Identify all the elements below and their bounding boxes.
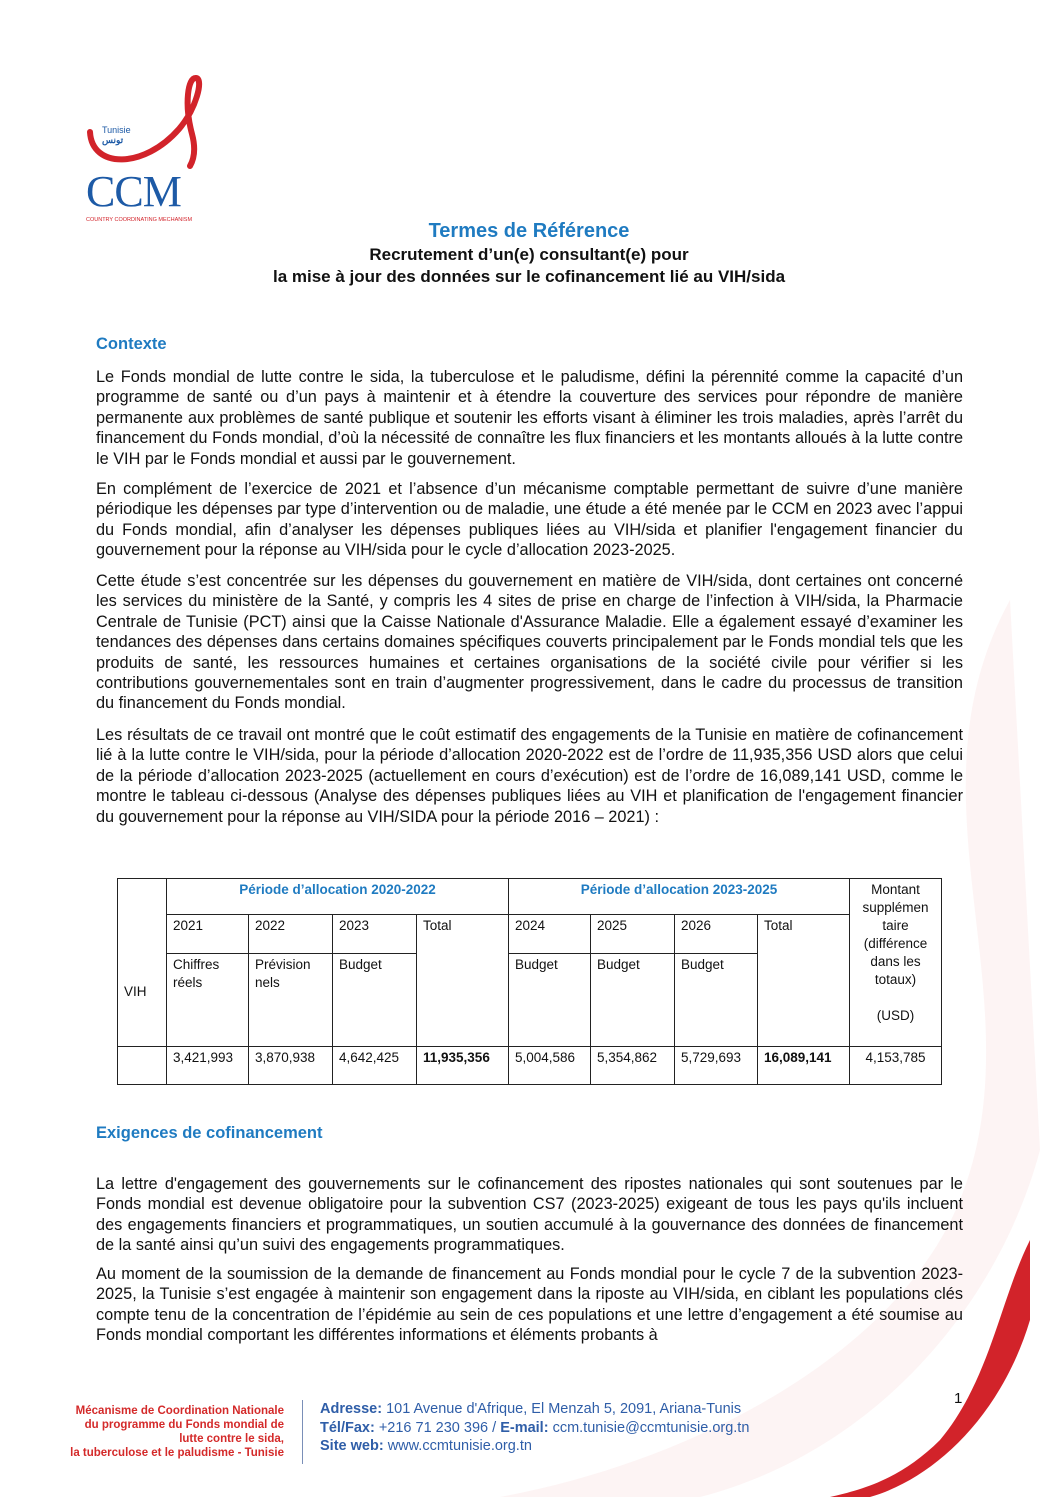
row-label: VIH	[118, 879, 167, 1047]
paragraph: Le Fonds mondial de lutte contre le sida, la tuberculose et le paludisme, défini la pérennité comme la capacité d’un programme de santé ou d’un pays à maintenir et à étendre la couverture des services pour répondre de manière permanente aux problèmes de santé publique et soutenir les efforts visant à éliminer les trois maladies, après l’arrêt du financement du Fonds mondial, d’où la nécessité de connaître les flux financiers et les montants alloués à la lutte contre le VIH par le Fonds mondial et aussi par le gouvernement.	[96, 368, 963, 468]
period-header-2020-2022: Période d’allocation 2020-2022	[167, 879, 509, 915]
total-value-cell: 11,935,356	[417, 1047, 509, 1085]
tel: +216 71 230 396 /	[378, 1419, 497, 1436]
year-cell: 2026	[675, 915, 758, 954]
value-cell: 3,421,993	[167, 1047, 249, 1085]
logo-country-ar: تونس	[102, 135, 124, 145]
type-cell: Prévision nels	[249, 954, 333, 1047]
footer-org-line: lutte contre le sida,	[179, 1433, 284, 1445]
tel-label: Tél/Fax:	[320, 1419, 375, 1436]
logo-acronym: CCM	[86, 167, 181, 216]
website-link[interactable]: www.ccmtunisie.org.tn	[387, 1438, 532, 1454]
cofinancing-table	[117, 878, 942, 1085]
paragraph: En complément de l’exercice de 2021 et l’absence d’un mécanisme comptable permettant de suivre d’une manière périodique les dépenses par type d’intervention ou de maladie, une étude a été menée par le CCM en 2023 avec l’appui du Fonds mondial, afin d’analyser les dépenses publiques liées au VIH/sida et planifier l'engagement financier du gouvernement pour la réponse au VIH/sida pour le cycle d’allocation 2023-2025.	[96, 480, 963, 560]
email-label: E-mail:	[500, 1419, 549, 1436]
total-header: Total	[417, 915, 509, 1047]
web-label: Site web:	[320, 1438, 384, 1454]
paragraph: Cette étude s’est concentrée sur les dépenses du gouvernement en matière de VIH/sida, dont certaines ont concerné les services du ministère de la Santé, y compris les 4 sites de prise en charge de l’infection à VIH/sida, la Pharmacie Centrale de Tunisie (PCT) ainsi que la Caisse Nationale d'Assurance Maladie. Elle a également essayé d’examiner les tendances des dépenses dans certains domaines spécifiques couverts principalement par le Fonds mondial tels que les produits de santé, les ressources humaines et certaines organisations de la société civile pour vérifier si les contributions gouvernementales sont en train d’augmenter progressivement, dans le cadre du processus de transition du financement du Fonds mondial.	[96, 572, 963, 713]
address: 101 Avenue d'Afrique, El Menzah 5, 2091, Ariana-Tunis	[386, 1401, 742, 1417]
section-heading-contexte: Contexte	[96, 335, 167, 353]
paragraph: La lettre d'engagement des gouvernements sur le cofinancement des ripostes nationales qui sont soutenues par le Fonds mondial est devenue obligatoire pour la subvention CS7 (2023-2025) exigeant de tous les pays qu'ils incluent des engagements financiers et programmatiques, un soutien accumulé à la gouvernance des données de financement de la santé ainsi qu’un suivi des engagements programmatiques.	[96, 1175, 963, 1255]
section-heading-exigences: Exigences de cofinancement	[96, 1124, 323, 1142]
paragraph: Les résultats de ce travail ont montré que le coût estimatif des engagements de la Tunisie en matière de cofinancement lié à la lutte contre le VIH/sida, pour la période d’allocation 2020-2022 est de l’ordre de 11,935,356 USD alors que celui de la période d’allocation 2023-2025 (actuellement en cours d’exécution) est de l’ordre de 16,089,141 USD, comme le montre le tableau ci-dessous (Analyse des dépenses publiques liées au VIH et planification de l'engagement financier du gouvernement pour la réponse au VIH/SIDA pour la période 2016 – 2021) :	[96, 726, 963, 826]
value-cell: 5,354,862	[591, 1047, 675, 1085]
total-header: Total	[758, 915, 850, 1047]
address-label: Adresse:	[320, 1401, 383, 1417]
extra-amount-label: Montant supplémen taire (différence dans les totaux)	[862, 882, 929, 987]
footer-organization	[40, 1404, 284, 1460]
ccm-logo	[84, 74, 214, 229]
extra-amount-header	[850, 879, 942, 1047]
value-cell: 5,729,693	[675, 1047, 758, 1085]
year-cell: 2025	[591, 915, 675, 954]
page-number: 1	[954, 1390, 963, 1407]
footer-org-line: Mécanisme de Coordination Nationale	[75, 1405, 284, 1417]
year-cell: 2021	[167, 915, 249, 954]
type-cell: Chiffres réels	[167, 954, 249, 1047]
empty-cell	[118, 1047, 167, 1085]
extra-value-cell: 4,153,785	[850, 1047, 942, 1085]
document-subtitle-1: Recrutement d’un(e) consultant(e) pour	[369, 245, 689, 264]
logo-tagline: COUNTRY COORDINATING MECHANISM	[86, 217, 193, 223]
document-subtitle-2: la mise à jour des données sur le cofinancement lié au VIH/sida	[272, 267, 786, 286]
footer-org-line: du programme du Fonds mondial de	[84, 1419, 284, 1431]
email-link[interactable]: ccm.tunisie@ccmtunisie.org.tn	[552, 1419, 750, 1436]
year-cell: 2023	[333, 915, 417, 954]
value-cell: 3,870,938	[249, 1047, 333, 1085]
extra-amount-unit: (USD)	[876, 1008, 915, 1023]
footer-contact	[320, 1400, 749, 1456]
paragraph: Au moment de la soumission de la demande de financement au Fonds mondial pour le cycle 7 de la subvention 2023-2025, la Tunisie s’est engagée à maintenir son engagement dans la riposte au VIH/sida, en ciblant les populations clés compte tenu de la concentration de l’épidémie au sein de ces populations et une lettre d’engagement a été soumise au Fonds mondial comportant les différentes informations et éléments probants à	[96, 1265, 963, 1345]
document-title: Termes de Référence	[428, 220, 630, 242]
value-cell: 4,642,425	[333, 1047, 417, 1085]
year-cell: 2024	[509, 915, 591, 954]
period-header-2023-2025: Période d’allocation 2023-2025	[509, 879, 850, 915]
logo-country-fr: Tunisie	[102, 125, 131, 135]
value-cell: 5,004,586	[509, 1047, 591, 1085]
type-cell: Budget	[591, 954, 675, 1047]
footer-org-line: la tuberculose et le paludisme - Tunisie	[70, 1447, 284, 1459]
type-cell: Budget	[675, 954, 758, 1047]
footer-divider	[302, 1400, 303, 1464]
type-cell: Budget	[509, 954, 591, 1047]
total-value-cell: 16,089,141	[758, 1047, 850, 1085]
year-cell: 2022	[249, 915, 333, 954]
type-cell: Budget	[333, 954, 417, 1047]
